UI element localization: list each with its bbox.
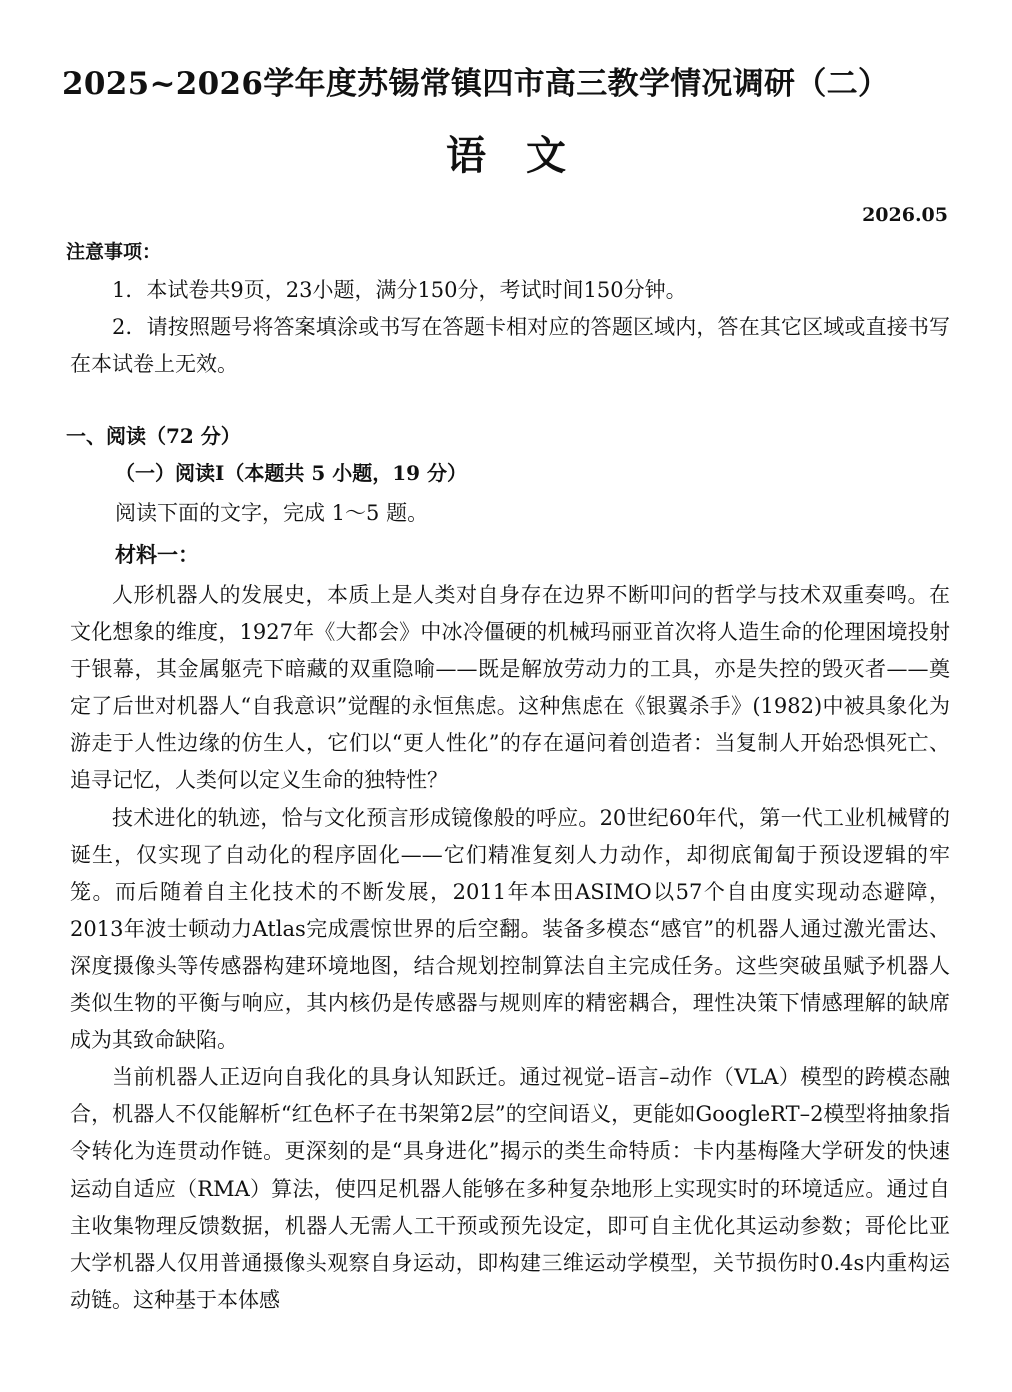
material-text [70, 577, 950, 1319]
body-paragraph: 人形机器人的发展史，本质上是人类对自身存在边界不断叩问的哲学与技术双重奏鸣。在文化想象的维度，1927年《大都会》中冰冷僵硬的机械玛丽亚首次将人造生命的伦理困境投射于银幕，其金属躯壳下暗藏的双重隐喻——既是解放劳动力的工具，亦是失控的毁灭者——奠定了后世对机器人“自我意识”觉醒的永恒焦虑。这种焦虑在《银翼杀手》(1982)中被具象化为游走于人性边缘的仿生人，它们以“更人性化”的存在逼问着创造者：当复制人开始恐惧死亡、追寻记忆，人类何以定义生命的独特性？ [70, 583, 950, 793]
notice-title: 注意事项： [66, 241, 162, 263]
material-label: 材料一： [115, 542, 199, 567]
exam-title: 2025~2026学年度苏锡常镇四市高三教学情况调研（二） [62, 66, 890, 102]
subsection-title: （一）阅读Ⅰ（本题共 5 小题，19 分） [115, 461, 467, 485]
section-title: 一、阅读（72 分） [66, 424, 241, 448]
reading-instruction: 阅读下面的文字，完成 1～5 题。 [115, 501, 429, 525]
notice-item: 1．本试卷共9页，23小题，满分150分，考试时间150分钟。 [112, 278, 687, 302]
notice-item: 2．请按照题号将答案填涂或书写在答题卡相对应的答题区域内，答在其它区域或直接书写在本试卷上无效。 [70, 315, 950, 376]
exam-date: 2026.05 [862, 204, 948, 226]
notice-list [70, 272, 950, 383]
body-paragraph: 当前机器人正迈向自我化的具身认知跃迁。通过视觉–语言–动作（VLA）模型的跨模态融合，机器人不仅能解析“红色杯子在书架第2层”的空间语义，更能如GoogleRT–2模型将抽象指令转化为连贯动作链。更深刻的是“具身进化”揭示的类生命特质：卡内基梅隆大学研发的快速运动自适应（RMA）算法，使四足机器人能够在多种复杂地形上实现实时的环境适应。通过自主收集物理反馈数据，机器人无需人工干预或预先设定，即可自主优化其运动参数；哥伦比亚大学机器人仅用普通摄像头观察自身运动，即构建三维运动学模型，关节损伤时0.4s内重构运动链。这种基于本体感 [70, 1065, 950, 1312]
body-paragraph: 技术进化的轨迹，恰与文化预言形成镜像般的呼应。20世纪60年代，第一代工业机械臂的诞生，仅实现了自动化的程序固化——它们精准复刻人力动作，却彻底匍匐于预设逻辑的牢笼。而后随着自主化技术的不断发展，2011年本田ASIMO以57个自由度实现动态避障，2013年波士顿动力Atlas完成震惊世界的后空翻。装备多模态“感官”的机器人通过激光雷达、深度摄像头等传感器构建环境地图，结合规划控制算法自主完成任务。这些突破虽赋予机器人类似生物的平衡与响应，其内核仍是传感器与规则库的精密耦合，理性决策下情感理解的缺席成为其致命缺陷。 [70, 805, 950, 1053]
subject-title: 语文 [446, 132, 606, 179]
